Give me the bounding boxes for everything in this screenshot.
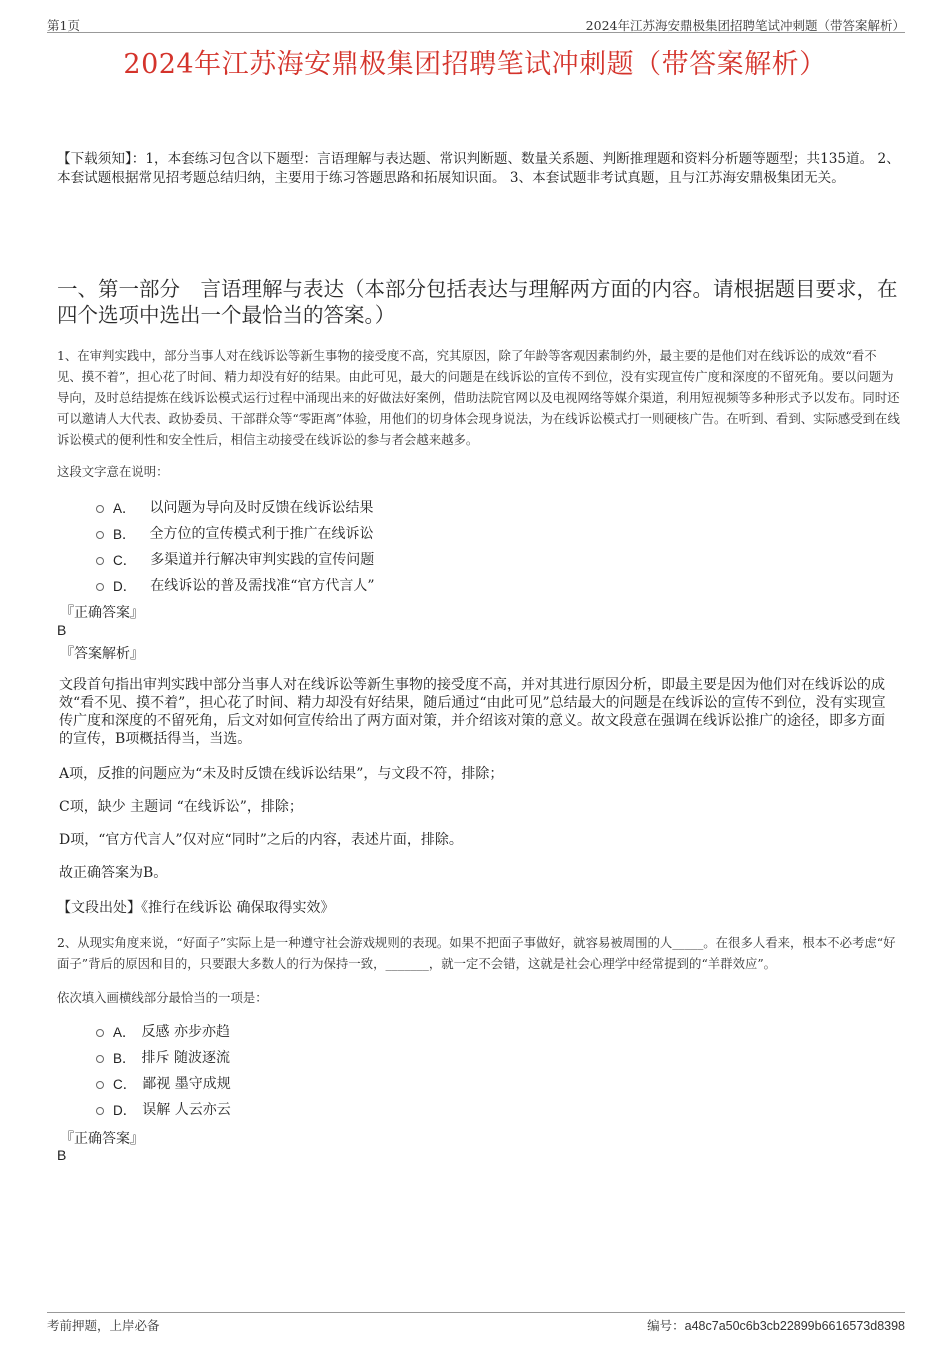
question-2-options [96, 1018, 231, 1122]
question-1-prompt: 这段文字意在说明： [57, 464, 169, 479]
option-b[interactable]: B． 排斥 随波逐流 [96, 1044, 231, 1070]
analysis-paragraph-3: C项，缺少 主题词 “在线诉讼”，排除； [59, 799, 303, 815]
source-citation: 【文段出处】《推行在线诉讼 确保取得实效》 [57, 900, 335, 916]
option-b[interactable]: B． 全方位的宣传模式利于推广在线诉讼 [96, 520, 375, 546]
option-text: 鄙视 墨守成规 [142, 1076, 231, 1092]
question-1-text: 1、在审判实践中，部分当事人对在线诉讼等新生事物的接受度不高，究其原因，除了年龄等客观因素制约外，最主要的是他们对在线诉讼的成效“看不见、摸不着”，担心花了时间、精力却没有好的结果。由此可见，最大的问题是在线诉讼的宣传不到位，没有实现宣传广度和深度的不留死角。要以问题为导向，及时总结提炼在线诉讼模式运行过程中涌现出来的好做法好案例，借助法院官网以及电视网络等媒介渠道，利用短视频等多种形式予以发布。同时还可以邀请人大代表、政协委员、干部群众等“零距离”体验，用他们的切身体会现身说法，为在线诉讼模式打一则硬核广告。在听到、看到、实际感受到在线诉讼模式的便利性和安全性后，相信主动接受在线诉讼的参与者会越来越多。 [57, 348, 900, 447]
option-text: 以问题为导向及时反馈在线诉讼结果 [149, 500, 374, 516]
option-text: 排斥 随波逐流 [141, 1050, 230, 1066]
header-doc-title: 2024年江苏海安鼎极集团招聘笔试冲刺题（带答案解析） [585, 18, 905, 33]
analysis-paragraph-1: 文段首句指出审判实践中部分当事人对在线诉讼等新生事物的接受度不高，并对其进行原因分析，即最主要是因为他们对在线诉讼的成效“看不见、摸不着”，担心花了时间、精力却没有好结果，随后通过“由此可见”总结最大的问题是在线诉讼的宣传不到位，没有实现宣传广度和深度的不留死角，后文对如何宣传给出了两方面对策，并介绍该对策的意义。故文段意在强调在线诉讼推广的途径，即多方面的宣传，B项概括得当，当选。 [59, 677, 886, 747]
option-text: 多渠道并行解决审判实践的宣传问题 [150, 552, 375, 568]
question-1-options [96, 494, 375, 598]
radio-icon[interactable] [96, 557, 104, 565]
radio-icon[interactable] [96, 531, 104, 539]
download-notice: 【下载须知】：1，本套练习包含以下题型：言语理解与表达题、常识判断题、数量关系题、判断推理题和资料分析题等题型；共135道。 2、本套试题根据常见招考题总结归纳，主要用于练习答题思路和拓展知识面。 3、本套试题非考试真题，且与江苏海安鼎极集团无关。 [57, 151, 900, 186]
radio-icon[interactable] [96, 583, 104, 591]
analysis-paragraph-5: 故正确答案为B。 [59, 865, 168, 881]
radio-icon[interactable] [96, 1055, 104, 1063]
option-d[interactable]: D． 误解 人云亦云 [96, 1096, 231, 1122]
analysis-paragraph-2: A项，反推的问题应为“未及时反馈在线诉讼结果”，与文段不符，排除； [59, 766, 504, 782]
page-footer [47, 1312, 905, 1333]
footer-slogan: 考前押题，上岸必备 [47, 1318, 160, 1333]
option-c[interactable]: C． 多渠道并行解决审判实践的宣传问题 [96, 546, 375, 572]
correct-answer: B [57, 622, 67, 638]
option-c[interactable]: C． 鄙视 墨守成规 [96, 1070, 231, 1096]
option-a[interactable]: A． 反感 亦步亦趋 [96, 1018, 231, 1044]
page-header [47, 14, 905, 33]
option-text: 误解 人云亦云 [142, 1102, 231, 1118]
document-code: 编号：a48c7a50c6b3cb22899b6616573d8398 [647, 1318, 905, 1333]
question-2-prompt: 依次填入画横线部分最恰当的一项是： [57, 990, 268, 1005]
correct-answer: B [57, 1147, 67, 1163]
question-2-text: 2、从现实角度来说，“好面子”实际上是一种遵守社会游戏规则的表现。如果不把面子事做好，就容易被周围的人_____。在很多人看来，根本不必考虑“好面子”背后的原因和目的，只要跟大多数人的行为保持一致，_______，就一定不会错，这就是社会心理学中经常提到的“羊群效应”。 [57, 935, 896, 971]
analysis-paragraph-4: D项，“官方代言人”仅对应“同时”之后的内容，表述片面，排除。 [59, 832, 463, 848]
section-heading: 一、第一部分 言语理解与表达（本部分包括表达与理解两方面的内容。请根据题目要求，在四个选项中选出一个最恰当的答案。） [57, 277, 898, 327]
page-number: 第1页 [47, 18, 80, 33]
correct-answer-label: 『正确答案』 [60, 605, 144, 621]
radio-icon[interactable] [96, 1029, 104, 1037]
option-d[interactable]: D． 在线诉讼的普及需找准“官方代言人” [96, 572, 375, 598]
document-title: 2024年江苏海安鼎极集团招聘笔试冲刺题（带答案解析） [123, 49, 827, 80]
option-text: 反感 亦步亦趋 [141, 1024, 230, 1040]
radio-icon[interactable] [96, 505, 104, 513]
option-text: 在线诉讼的普及需找准“官方代言人” [150, 578, 375, 594]
option-a[interactable]: A． 以问题为导向及时反馈在线诉讼结果 [96, 494, 375, 520]
option-text: 全方位的宣传模式利于推广在线诉讼 [149, 526, 374, 542]
radio-icon[interactable] [96, 1081, 104, 1089]
radio-icon[interactable] [96, 1107, 104, 1115]
correct-answer-label: 『正确答案』 [60, 1131, 144, 1147]
analysis-label: 『答案解析』 [60, 646, 144, 662]
